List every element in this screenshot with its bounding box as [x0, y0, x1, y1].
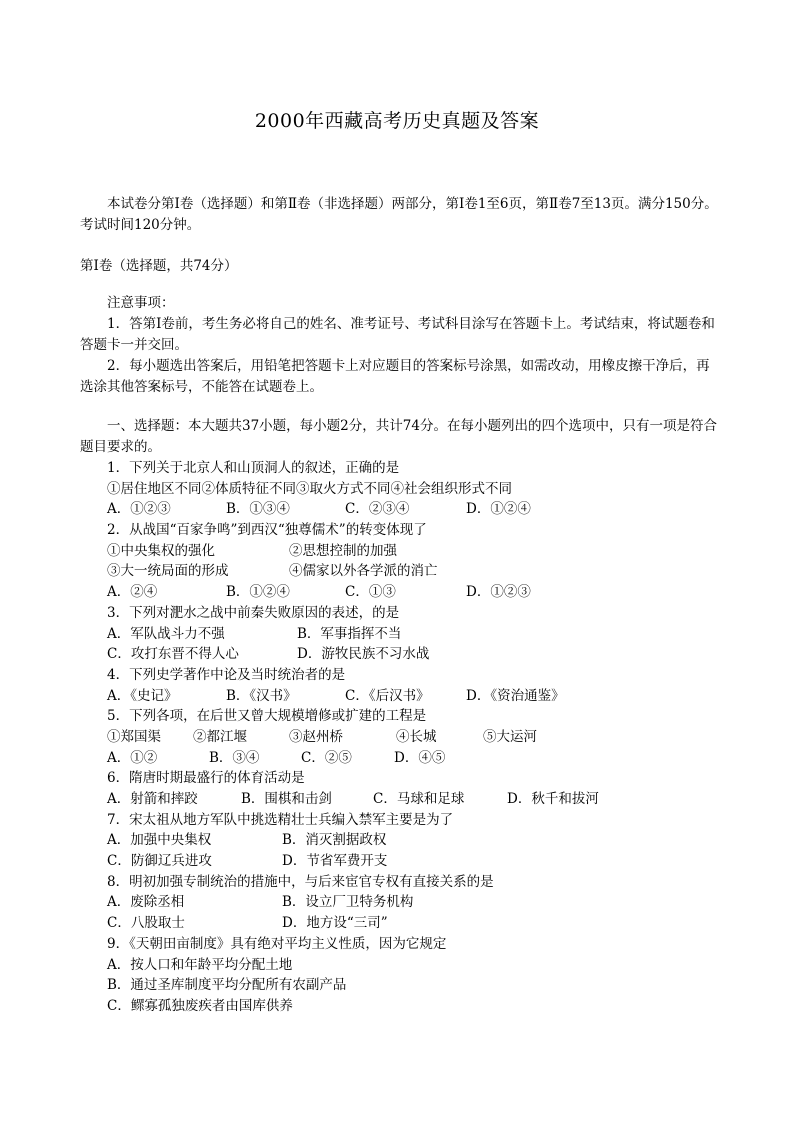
option-a: A．①②③ [107, 501, 171, 518]
option-d: D．①②④ [466, 501, 531, 518]
option-c: C．①③ [345, 584, 396, 601]
option-a: A．《史记》 [107, 687, 178, 704]
question-stem: 5．下列各项，在后世又曾大规模增修或扩建的工程是 [107, 708, 427, 725]
notes-section [80, 293, 720, 398]
option-a: A．废除丞相 [107, 894, 185, 911]
option-d: D．地方设“三司” [282, 915, 388, 932]
answer-options [80, 913, 720, 934]
option-b: B．设立厂卫特务机构 [282, 894, 414, 911]
answer-options [80, 582, 720, 603]
note-item: 2．每小题选出答案后，用铅笔把答题卡上对应题目的答案标号涂黑，如需改动，用橡皮擦干净后，再选涂其他答案标号，不能答在试题卷上。 [80, 358, 710, 395]
document-title: 2000年西藏高考历史真题及答案 [254, 110, 540, 132]
questions-section [80, 416, 720, 1017]
notes-heading: 注意事项： [107, 295, 175, 311]
option-b: B．①③④ [226, 501, 290, 518]
option-b: B．《汉书》 [226, 687, 297, 704]
question-stem: 9．《天朝田亩制度》具有绝对平均主义性质，因为它规定 [107, 935, 447, 952]
answer-options [80, 748, 720, 769]
answer-options [80, 851, 720, 872]
question-stem: 8．明初加强专制统治的措施中，与后来宦官专权有直接关系的是 [107, 873, 494, 890]
question-stem: 1．下列关于北京人和山顶洞人的叙述，正确的是 [107, 460, 400, 476]
option-c: C．②⑤ [301, 749, 352, 766]
option-a: A．军队战斗力不强 [107, 625, 225, 642]
question-items: ①居住地区不同②体质特征不同③取火方式不同④社会组织形式不同 [107, 480, 512, 497]
option-d: D．《资治通鉴》 [466, 687, 565, 704]
question-items: ①中央集权的强化 ②思想控制的加强 [107, 542, 397, 559]
option-b: B．①②④ [226, 584, 290, 601]
intro-text: 本试卷分第Ⅰ卷（选择题）和第Ⅱ卷（非选择题）两部分，第Ⅰ卷1至6页，第Ⅱ卷7至13页。满分150分。考试时间120分钟。 [80, 196, 718, 233]
option-a: A．②④ [107, 584, 158, 601]
answer-options [80, 830, 720, 851]
note-item: 1．答第Ⅰ卷前，考生务必将自己的姓名、准考证号、考试科目涂写在答题卡上。考试结束，将试题卷和答题卡一并交回。 [80, 316, 715, 353]
option-a: A．射箭和摔跤 [107, 791, 198, 807]
option-b: B．通过圣库制度平均分配所有农副产品 [107, 977, 347, 994]
option-d: D．游牧民族不习水战 [297, 646, 430, 663]
question-stem: 3．下列对淝水之战中前秦失败原因的表述，的是 [107, 604, 400, 621]
answer-options [80, 892, 720, 913]
option-c: C．防御辽兵进攻 [107, 853, 212, 870]
question-stem: 4．下列史学著作中论及当时统治者的是 [107, 666, 346, 683]
intro-paragraph [80, 194, 720, 236]
question-stem: 7．宋太祖从地方军队中挑选精壮士兵编入禁军主要是为了 [107, 811, 454, 828]
answer-options [80, 644, 720, 665]
option-c: C．鳏寡孤独废疾者由国库供养 [107, 997, 293, 1014]
option-b: B．消灭割据政权 [282, 832, 387, 849]
section1-title: 第Ⅰ卷（选择题，共74分） [80, 258, 238, 274]
option-a: A．①② [107, 749, 158, 766]
section-heading [80, 256, 720, 277]
option-c: C．八股取士 [107, 915, 185, 932]
answer-options [80, 499, 720, 520]
answer-options [80, 789, 720, 810]
answer-options [80, 624, 720, 645]
option-b: B．围棋和击剑 [241, 791, 332, 807]
option-b: B．③④ [209, 749, 260, 766]
option-d: D．①②③ [466, 584, 531, 601]
option-a: A．加强中央集权 [107, 832, 212, 849]
option-a: A．按人口和年龄平均分配土地 [107, 956, 293, 973]
option-b: B．军事指挥不当 [297, 625, 402, 642]
option-c: C．马球和足球 [373, 791, 465, 807]
answer-option [80, 996, 720, 1017]
question-items: ③大一统局面的形成 ④儒家以外各学派的消亡 [107, 563, 438, 580]
question-stem: 2．从战国“百家争鸣”到西汉“独尊儒术”的转变体现了 [107, 522, 427, 539]
answer-option [80, 975, 720, 996]
option-c: C．攻打东晋不得人心 [107, 646, 239, 663]
question-items: ①郑国渠 ②都江堰 ③赵州桥 ④长城 ⑤大运河 [107, 728, 537, 745]
option-c: C．《后汉书》 [345, 687, 430, 704]
answer-option [80, 955, 720, 976]
option-c: C．②③④ [345, 501, 410, 518]
question-stem: 6．隋唐时期最盛行的体育活动是 [107, 770, 305, 787]
option-d: D．④⑤ [394, 749, 446, 766]
answer-options [80, 686, 720, 707]
option-d: D．节省军费开支 [282, 853, 388, 870]
option-d: D．秋千和拔河 [507, 791, 599, 807]
part1-instructions: 一、选择题：本大题共37小题，每小题2分，共计74分。在每小题列出的四个选项中，只有一项是符合题目要求的。 [80, 418, 717, 455]
